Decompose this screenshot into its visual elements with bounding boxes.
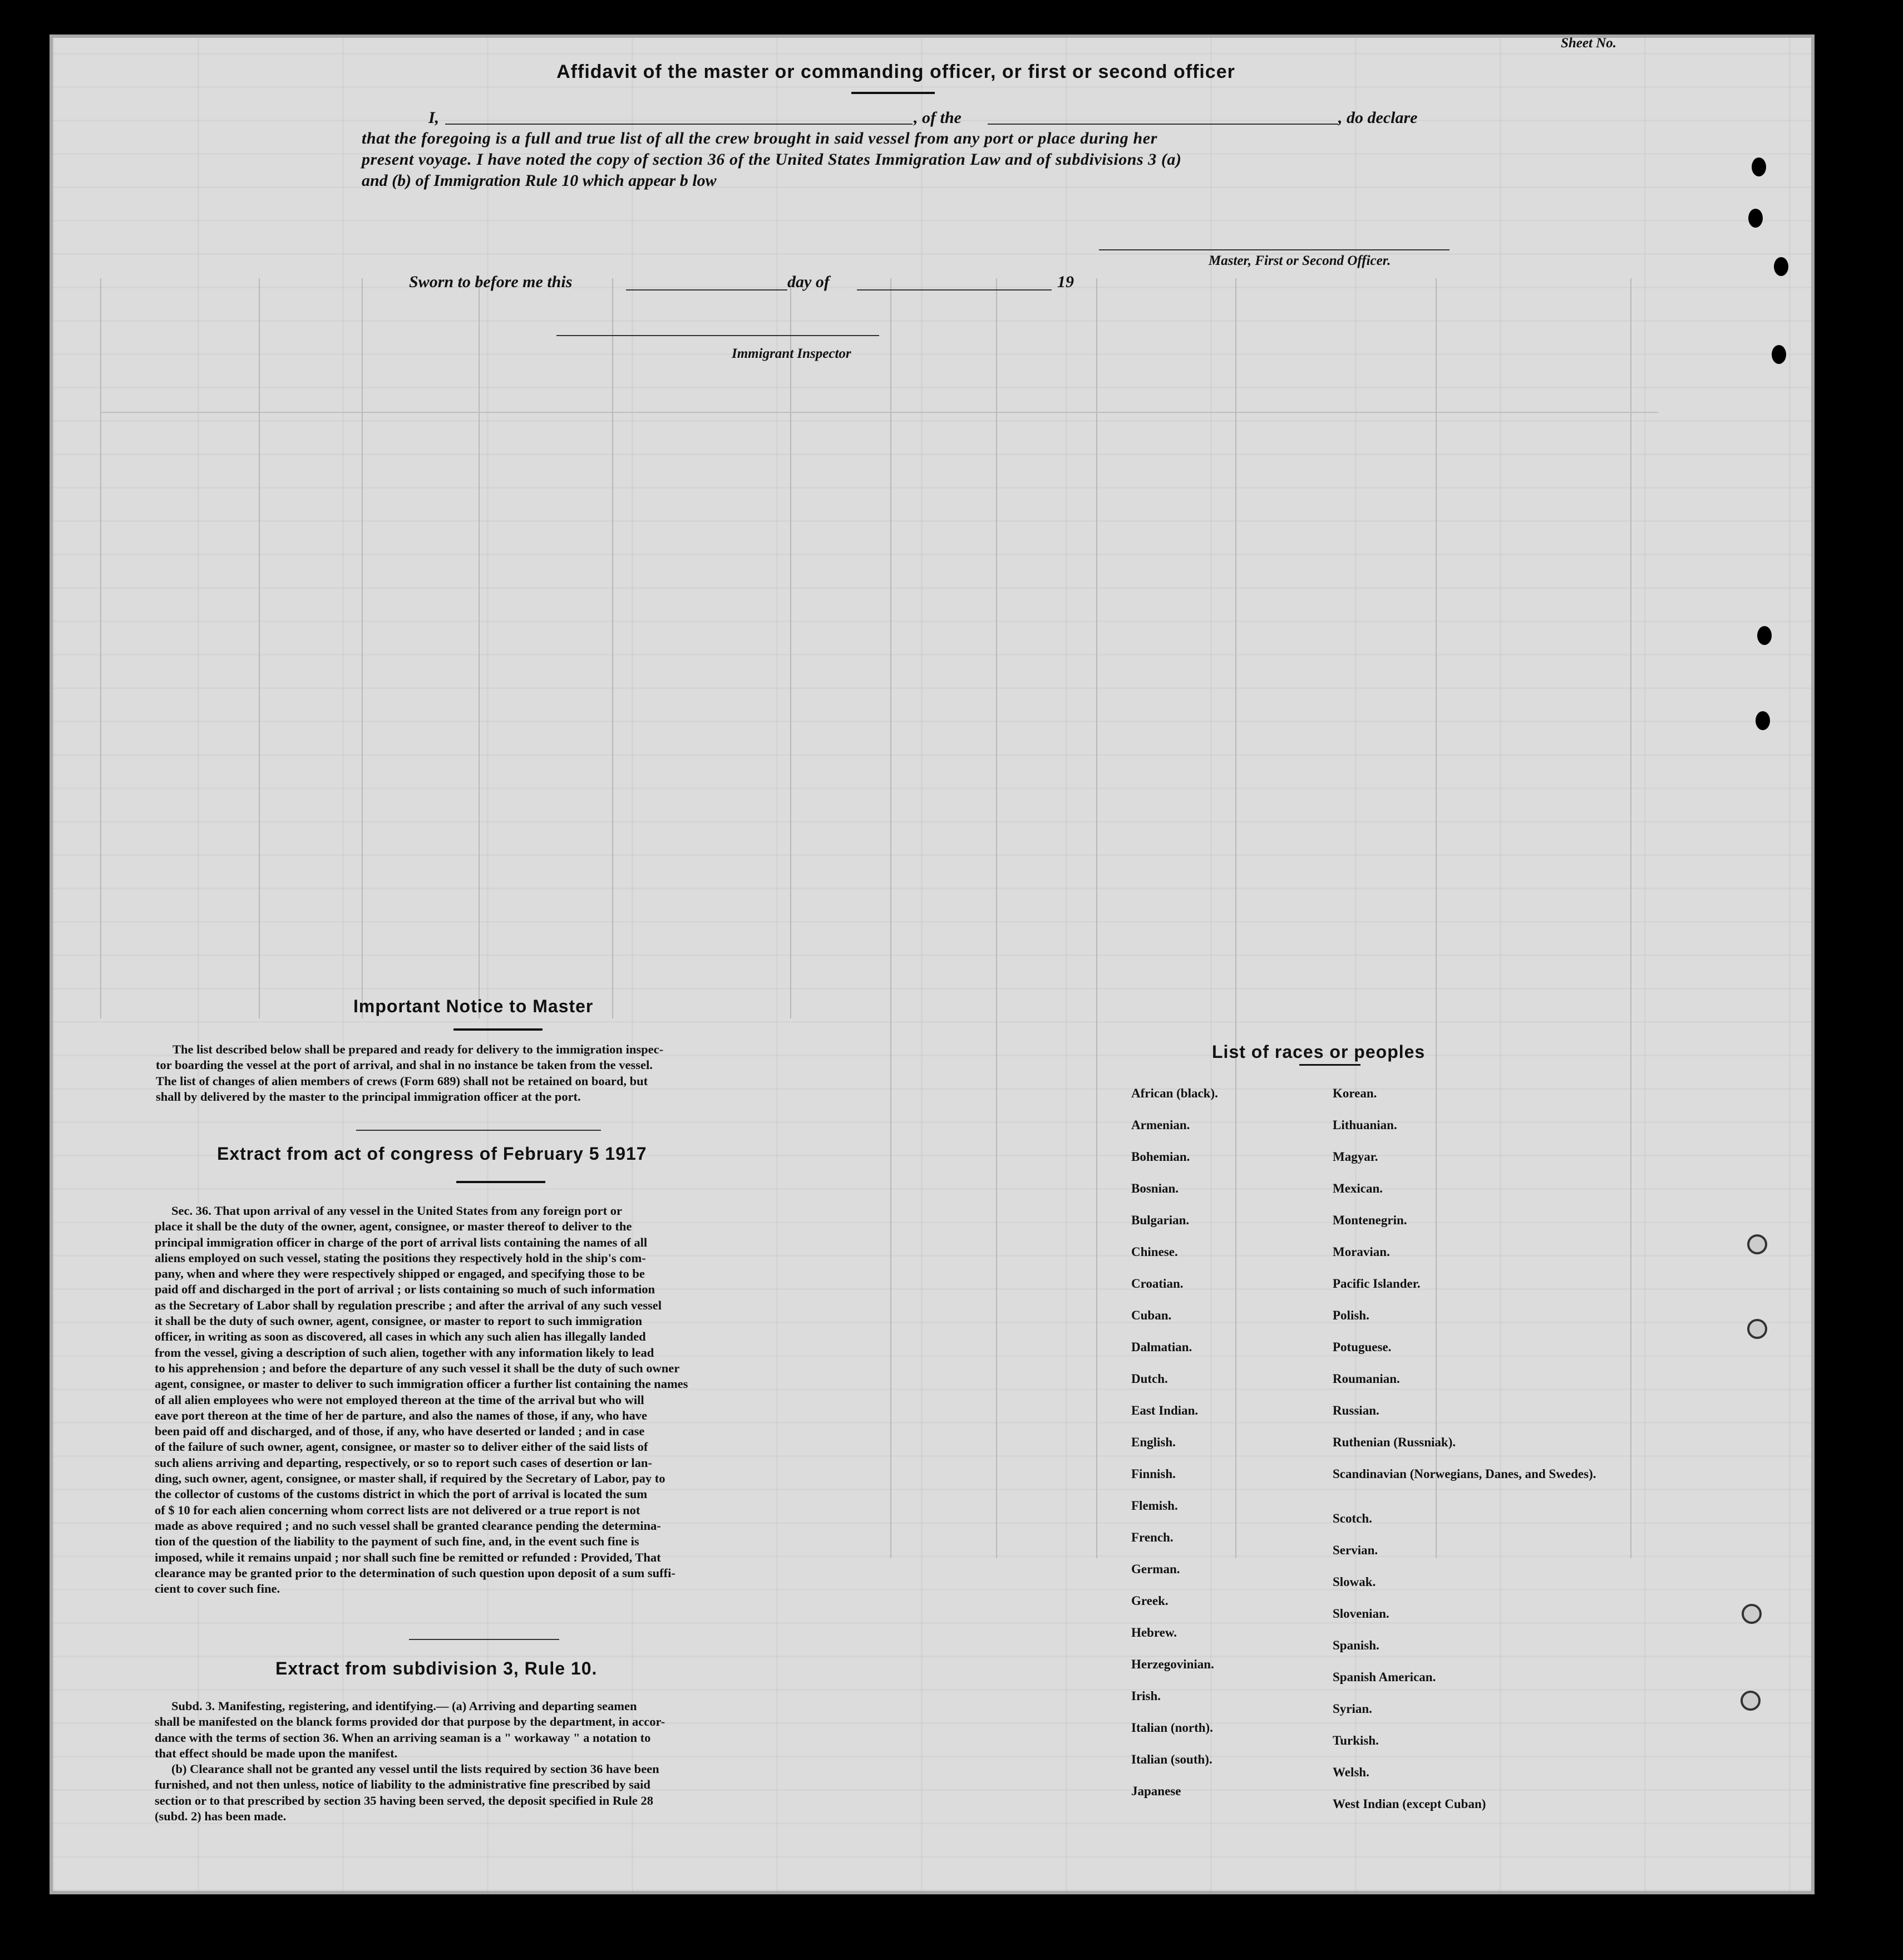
- race-item: Italian (north).: [1131, 1721, 1213, 1735]
- master-caption: Master, First or Second Officer.: [1209, 253, 1391, 268]
- extract-act-body-line: from the vessel, giving a description of such alien, together with any information likely to lead: [155, 1345, 654, 1360]
- race-item: French.: [1131, 1530, 1174, 1544]
- extract-act-body-line: officer, in writing as soon as discovered, all cases in which any such alien has illegally landed: [155, 1329, 646, 1344]
- extract-act-body-line: such aliens arriving and departing, respectively, or so to report such cases of desertion or lan-: [155, 1455, 652, 1470]
- extract-act-body-line: the collector of customs of the customs district in which the port of arrival is located the sum: [155, 1487, 648, 1501]
- race-item: Greek.: [1131, 1594, 1169, 1608]
- race-item: Dalmatian.: [1131, 1340, 1192, 1354]
- extract-rule-body-line: furnished, and not then unless, notice of liability to the administrative fine prescribed by said: [155, 1777, 650, 1792]
- vessel-blank-line: [988, 124, 1338, 125]
- extract-act-body-line: imposed, while it remains unpaid ; nor shall such fine be remitted or refunded : Provided, That: [155, 1550, 661, 1564]
- race-item: German.: [1131, 1562, 1180, 1576]
- affidavit-title: Affidavit of the master or commanding officer, or first or second officer: [556, 61, 1235, 82]
- day-of-label: day of: [787, 273, 830, 291]
- year-prefix: 19: [1057, 273, 1074, 291]
- race-item: Potuguese.: [1333, 1340, 1392, 1354]
- race-item: Slowak.: [1333, 1575, 1376, 1589]
- notice-heading: Important Notice to Master: [353, 996, 594, 1016]
- extract-act-body-line: ding, such owner, agent, consignee, or master shall, if required by the Secretary of Labor, pay to: [155, 1471, 665, 1486]
- race-item: West Indian (except Cuban): [1333, 1797, 1486, 1811]
- race-item: East Indian.: [1131, 1403, 1199, 1417]
- race-item: Scotch.: [1333, 1511, 1372, 1525]
- race-item: Japanese: [1131, 1784, 1181, 1798]
- race-item: Irish.: [1131, 1689, 1161, 1703]
- extract-act-body-line: Sec. 36. That upon arrival of any vessel in the United States from any foreign port or: [171, 1204, 622, 1218]
- race-item: Dutch.: [1131, 1372, 1168, 1386]
- race-item: Spanish.: [1333, 1638, 1379, 1652]
- race-item: Hebrew.: [1131, 1626, 1177, 1639]
- race-item: Bosnian.: [1131, 1181, 1179, 1195]
- notice-body-line: The list of changes of alien members of crews (Form 689) shall not be retained on board, but: [156, 1073, 648, 1088]
- race-item: Italian (south).: [1131, 1752, 1212, 1766]
- extract-act-body-line: principal immigration officer in charge of the port of arrival lists containing the names of all: [155, 1235, 648, 1249]
- race-item: Montenegrin.: [1333, 1213, 1407, 1227]
- affidavit-of-the: , of the: [914, 109, 962, 127]
- race-item: Scandinavian (Norwegians, Danes, and Swedes).: [1333, 1467, 1596, 1481]
- extract-act-body-line: pany, when and where they were respectively shipped or engaged, and specifying those to be: [155, 1267, 645, 1281]
- inspector-caption: Immigrant Inspector: [732, 346, 851, 361]
- sworn-label: Sworn to before me this: [409, 273, 573, 291]
- extract-rule-body-line: dance with the terms of section 36. When an arriving seaman is a " workaway " a notation to: [155, 1730, 651, 1745]
- sheet-number-label: Sheet No.: [1561, 36, 1616, 51]
- extract-rule-body-line: Subd. 3. Manifesting, registering, and identifying.— (a) Arriving and departing seamen: [171, 1699, 637, 1713]
- affidavit-line-3: present voyage. I have noted the copy of section 36 of the United States Immigration Law and of subdivisions 3 (a): [362, 150, 1182, 169]
- race-item: Croatian.: [1131, 1277, 1184, 1291]
- race-item: Slovenian.: [1333, 1607, 1389, 1621]
- race-item: Spanish American.: [1333, 1670, 1436, 1684]
- notice-body: [156, 1042, 824, 1105]
- race-item: Armenian.: [1131, 1118, 1190, 1132]
- extract-act-body: [155, 1203, 822, 1597]
- race-item: Mexican.: [1333, 1181, 1383, 1195]
- extract-act-body-line: been paid off and discharged, and of those, if any, who have deserted or landed ; and in case: [155, 1424, 645, 1439]
- extract-act-body-line: aliens employed on such vessel, stating the positions they respectively hold in the ship's com-: [155, 1250, 646, 1265]
- extract-act-body-line: as the Secretary of Labor shall by regulation prescribe ; and after the arrival of any such vessel: [155, 1298, 662, 1312]
- race-item: Syrian.: [1333, 1702, 1372, 1716]
- extract-act-body-line: agent, consignee, or master to deliver to such immigration officer a further list containing the names: [155, 1377, 688, 1391]
- extract-act-body-line: clearance may be granted prior to the determination of such question upon deposit of a sum suffi-: [155, 1565, 676, 1580]
- extract-act-body-line: made as above required ; and no such vessel shall be granted clearance pending the determina-: [155, 1518, 661, 1533]
- race-item: Ruthenian (Russniak).: [1333, 1435, 1456, 1449]
- race-item: Magyar.: [1333, 1150, 1378, 1164]
- affidavit-i: I,: [428, 109, 440, 127]
- extract-act-body-line: to his apprehension ; and before the departure of any such vessel it shall be the duty of such owner: [155, 1361, 680, 1375]
- affidavit-line-4: and (b) of Immigration Rule 10 which appear b low: [362, 171, 717, 190]
- extract-rule-body-line: that effect should be made upon the manifest.: [155, 1746, 398, 1760]
- race-item: Servian.: [1333, 1543, 1378, 1557]
- race-item: Cuban.: [1131, 1308, 1172, 1322]
- race-item: Welsh.: [1333, 1765, 1369, 1779]
- extract-act-body-line: cient to cover such fine.: [155, 1582, 280, 1596]
- extract-act-body-line: tion of the question of the liability to the payment of such fine, and, in the event such fine is: [155, 1534, 639, 1549]
- notice-body-line: tor boarding the vessel at the port of arrival, and shal in no instance be taken from the vessel.: [156, 1058, 653, 1072]
- extract-act-body-line: of all alien employees who were not employed thereon at the time of the arrival but who will: [155, 1392, 644, 1407]
- races-heading: List of races or peoples: [1212, 1042, 1426, 1062]
- race-item: Lithuanian.: [1333, 1118, 1397, 1132]
- extract-rule-heading: Extract from subdivision 3, Rule 10.: [275, 1658, 598, 1678]
- race-item: Russian.: [1333, 1403, 1379, 1417]
- race-item: African (black).: [1131, 1086, 1218, 1100]
- extract-act-body-line: eave port thereon at the time of her de parture, and also the names of those, if any, who have: [155, 1408, 647, 1422]
- race-item: Flemish.: [1131, 1499, 1178, 1513]
- inspector-signature-line: [556, 335, 879, 336]
- sworn-month-line: [857, 289, 1052, 290]
- sworn-day-line: [626, 289, 787, 290]
- race-item: Bohemian.: [1131, 1150, 1190, 1164]
- race-item: Roumanian.: [1333, 1372, 1400, 1386]
- extract-act-body-line: it shall be the duty of such owner, agent, consignee, or master to report to such immigration: [155, 1314, 643, 1328]
- race-item: Korean.: [1333, 1086, 1377, 1100]
- race-item: Polish.: [1333, 1308, 1369, 1322]
- race-item: Chinese.: [1131, 1245, 1178, 1259]
- document-page: [53, 38, 1811, 1891]
- race-item: Turkish.: [1333, 1734, 1379, 1747]
- race-item: Bulgarian.: [1131, 1213, 1190, 1227]
- race-item: Finnish.: [1131, 1467, 1176, 1481]
- affidavit-line-2: that the foregoing is a full and true list of all the crew brought in said vessel from any port or place during her: [362, 129, 1157, 147]
- extract-rule-body-line: (b) Clearance shall not be granted any vessel until the lists required by section 36 have been: [171, 1762, 659, 1776]
- extract-act-body-line: of the failure of such owner, agent, consignee, or master so to deliver either of the said lists of: [155, 1440, 648, 1454]
- race-item: Pacific Islander.: [1333, 1277, 1421, 1291]
- extract-act-heading: Extract from act of congress of February 5 1917: [217, 1144, 647, 1164]
- name-blank-line: [445, 124, 913, 125]
- extract-rule-body: [155, 1698, 811, 1824]
- race-item: English.: [1131, 1435, 1176, 1449]
- extract-rule-body-line: section or to that prescribed by section 35 having been served, the deposit specified in Rule 28: [155, 1793, 654, 1808]
- extract-rule-body-line: (subd. 2) has been made.: [155, 1809, 287, 1824]
- extract-act-body-line: paid off and discharged in the port of arrival ; or lists containing so much of such information: [155, 1282, 655, 1297]
- notice-body-line: The list described below shall be prepared and ready for delivery to the immigration inspec-: [172, 1042, 664, 1056]
- race-item: Moravian.: [1333, 1245, 1390, 1259]
- extract-rule-body-line: shall be manifested on the blanck forms provided dor that purpose by the department, in accor-: [155, 1715, 665, 1729]
- extract-act-body-line: of $ 10 for each alien concerning whom correct lists are not delivered or a true report is not: [155, 1503, 640, 1517]
- notice-body-line: shall by delivered by the master to the principal immigration officer at the port.: [156, 1089, 581, 1104]
- race-item: Herzegovinian.: [1131, 1657, 1214, 1671]
- affidavit-declare: , do declare: [1338, 109, 1418, 127]
- master-signature-line: [1099, 249, 1450, 250]
- extract-act-body-line: place it shall be the duty of the owner, agent, consignee, or master thereof to deliver to the: [155, 1219, 632, 1234]
